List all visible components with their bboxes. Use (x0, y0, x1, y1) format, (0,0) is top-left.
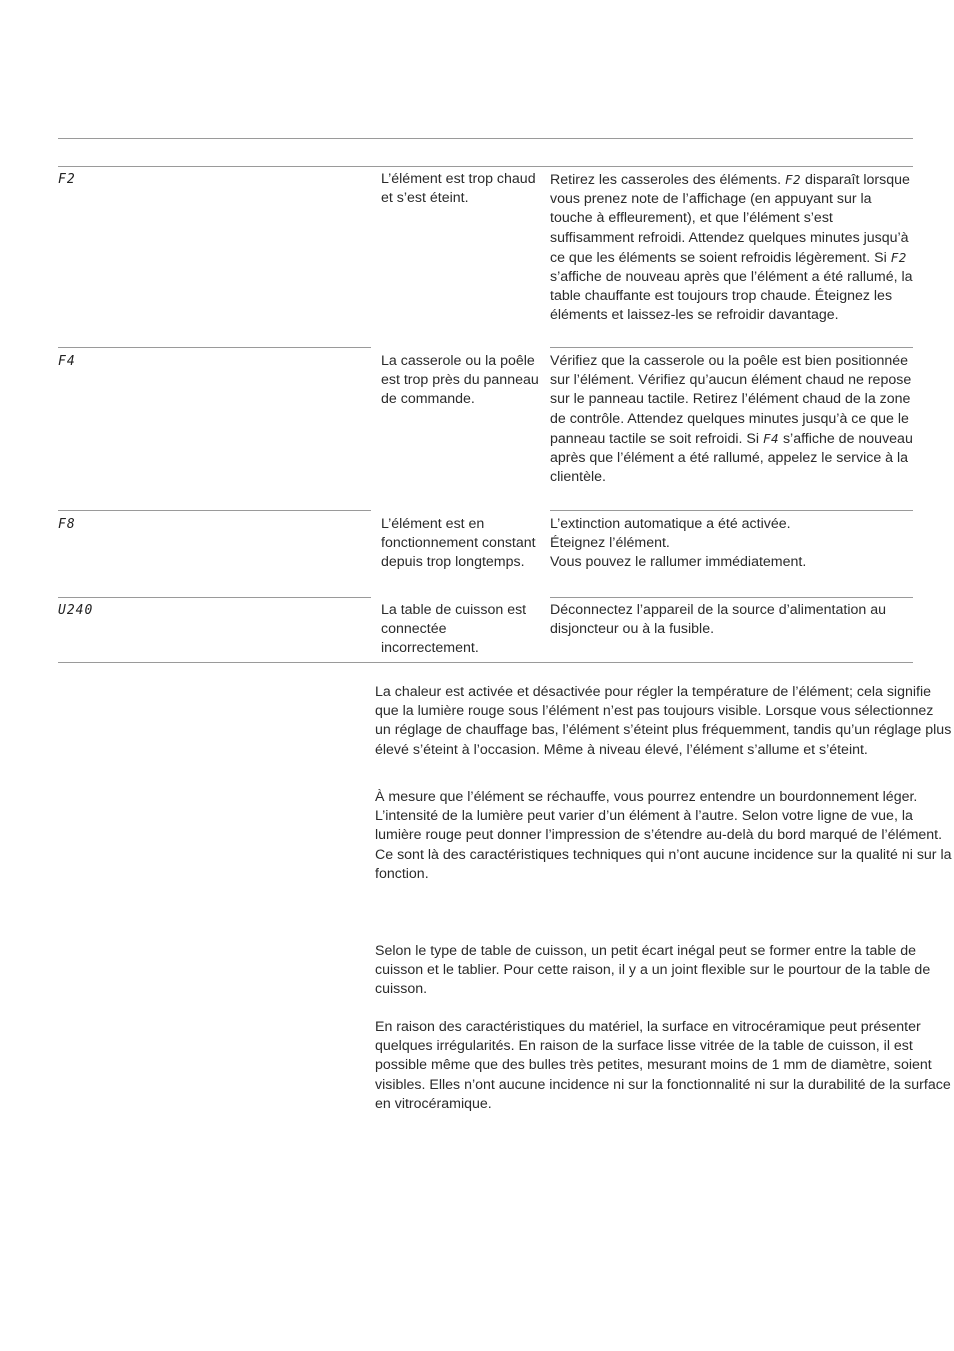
paragraph-heat-cycling: La chaleur est activée et désactivée pour régler la température de l’élément; cela signifie que la lumière rouge sous l’élément n’est pas toujours visible. Lorsque vous sélectionnez un réglage de chauffage bas, l’élément s’éteint plus fréquemment, tandis qu’un réglage plus élevé s’éteint à l’occasion. Même à niveau élevé, l’élément s’allume et s’éteint. (375, 684, 952, 758)
remedy-line: Vous pouvez le rallumer immédiatement. (550, 554, 807, 571)
table-bottom-rule (58, 662, 913, 663)
row-divider-remedy (550, 597, 913, 598)
inline-error-code: F2 (784, 172, 802, 187)
inline-error-code: F2 (890, 249, 907, 265)
inline-error-code: F4 (762, 430, 779, 446)
paragraph-line: À mesure que l’élément se réchauffe, vous pourrez entendre un bourdonnement léger. (375, 789, 918, 805)
cause-text: L’élément est en fonctionnement constant depuis trop longtemps. (381, 516, 536, 571)
paragraph-surface: En raison des caractéristiques du matériel, la surface en vitrocéramique peut présenter quelques irrégularités. En raison de la surface lisse vitrée de la table de cuisson, il est possible même que des bulles très petites, mesurant moins de 1 mm de diamètre, soient visibles. Elles n’ont aucune incidence ni sur la fonctionnalité ni sur la durabilité de la surface en vitrocéramique. (375, 1019, 951, 1112)
remedy-line: L’extinction automatique a été activée. (550, 516, 791, 532)
header-rule (58, 138, 913, 139)
error-code: F4 (58, 354, 76, 369)
error-code: U240 (58, 603, 94, 618)
remedy-text (550, 515, 914, 573)
table-top-rule (58, 166, 913, 167)
paragraph-line: Ce sont là des caractéristiques techniques qui n’ont aucune incidence sur la qualité ni sur la fonction. (375, 846, 952, 882)
remedy-part: Retirez les casseroles des éléments. (550, 172, 785, 188)
remedy-part: Déconnectez l’appareil de la source d’alimentation au disjoncteur ou à la fusible. (550, 602, 886, 638)
row-divider-code (58, 347, 371, 348)
remedy-part: s’affiche de nouveau après que l’élément a été rallumé, la table chauffante est toujours trop chaude. Éteignez les éléments et laissez-les se refroidir davantage. (550, 269, 913, 324)
cause-text: L’élément est trop chaud et s’est éteint. (381, 171, 536, 207)
remedy-text (550, 352, 914, 487)
remedy-part: disparaît lorsque vous prenez note de l’affichage (en appuyant sur la touche à effleurement), et que l’élément s’est suffisamment refroidi. Attendez quelques minutes jusqu’à ce que les éléments se soient refroidis légèrement. Si (550, 172, 910, 266)
row-divider-remedy (550, 510, 913, 511)
error-code: F8 (58, 517, 76, 532)
remedy-line: Éteignez l’élément. (550, 535, 670, 552)
remedy-text (550, 170, 914, 326)
remedy-part: s’affiche de nouveau après que l’élément a été rallumé, appelez le service à la clientèle. (550, 430, 913, 486)
cause-text: La casserole ou la poêle est trop près du panneau de commande. (381, 353, 539, 408)
paragraph-noise-light (375, 788, 953, 884)
row-divider-remedy (550, 347, 913, 348)
error-code: F2 (58, 172, 76, 187)
remedy-part: Vérifiez que la casserole ou la poêle est bien positionnée sur l’élément. Vérifiez qu’aucun élément chaud ne repose sur le panneau tactile. Retirez l’élément chaud de la zone de contrôle. Attendez quelques minutes jusqu’à ce que le panneau tactile se soit refroidi. Si (550, 353, 912, 447)
paragraph-gap: Selon le type de table de cuisson, un petit écart inégal peut se former entre la table de cuisson et le tablier. Pour cette raison, il y a un joint flexible sur le pourtour de la table de cuisson. (375, 943, 931, 998)
remedy-text (550, 601, 914, 639)
row-divider-code (58, 597, 371, 598)
cause-text: La table de cuisson est connectée incorrectement. (381, 602, 527, 657)
paragraph-line: L’intensité de la lumière peut varier d’un élément à l’autre. Selon votre ligne de vue, la lumière rouge peut donner l’impression de s’étendre au-delà du bord marqué de l’élément. (375, 808, 943, 844)
row-divider-code (58, 510, 371, 511)
